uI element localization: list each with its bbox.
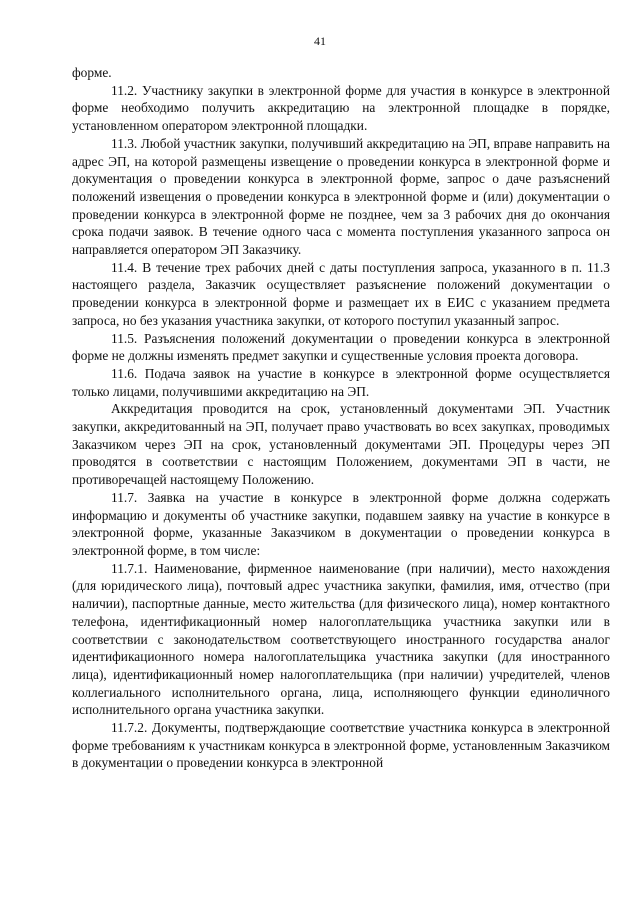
document-body (72, 64, 610, 772)
paragraph-continuation: форме. (72, 65, 112, 80)
paragraph-11-3: 11.3. Любой участник закупки, получивший аккредитацию на ЭП, вправе направить на адрес ЭП, на которой размещены извещение о проведении конкурса в электронной форме и документация о проведении конкурса в электронной форме, запрос о даче разъяснений положений извещения о проведении конкурса в электронной форме и (или) документации о проведении конкурса в электронной форме не позднее, чем за 3 рабочих дня до окончания срока подачи заявок. В течение одного часа с момента поступления указанного запроса он направляется оператором ЭП Заказчику. (72, 135, 610, 258)
paragraph-11-6: 11.6. Подача заявок на участие в конкурсе в электронной форме осуществляется только лицами, получившими аккредитацию на ЭП. (72, 365, 610, 399)
paragraph-11-7-1: 11.7.1. Наименование, фирменное наименование (при наличии), место нахождения (для юридического лица), почтовый адрес участника закупки, фамилия, имя, отчество (при наличии), паспортные данные, место жительства (для физического лица), номер контактного телефона, идентификационный номер налогоплательщика участника закупки или в соответствии с законодательством соответствующего иностранного государства аналог идентификационного номера налогоплательщика участника закупки (для иностранного лица), идентификационный номер налогоплательщика (при наличии) учредителей, членов коллегиального исполнительного органа, лица, исполняющего функции единоличного исполнительного органа участника закупки. (72, 560, 610, 718)
paragraph-11-5: 11.5. Разъяснения положений документации о проведении конкурса в электронной форме не должны изменять предмет закупки и существенные условия проекта договора. (72, 330, 610, 364)
paragraph-11-4: 11.4. В течение трех рабочих дней с даты поступления запроса, указанного в п. 11.3 настоящего раздела, Заказчик осуществляет разъяснение положений документации о проведении конкурса в электронной форме и размещает их в ЕИС с указанием предмета запроса, но без указания участника закупки, от которого поступил указанный запрос. (72, 259, 610, 328)
paragraph-11-7-2: 11.7.2. Документы, подтверждающие соответствие участника конкурса в электронной форме требованиям к участникам конкурса в электронной форме, установленным Заказчиком в документации о проведении конкурса в электронной (72, 720, 610, 771)
paragraph-accreditation: Аккредитация проводится на срок, установленный документами ЭП. Участник закупки, аккредитованный на ЭП, получает право участвовать во всех закупках, проводимых Заказчиком через ЭП на срок, установленный документами ЭП. Процедуры через ЭП проводятся в соответствии с настоящим Положением, документами ЭП в части, не противоречащей настоящему Положению. (72, 401, 610, 488)
paragraph-11-2: 11.2. Участнику закупки в электронной форме для участия в конкурсе в электронной форме необходимо получить аккредитацию на электронной площадке в порядке, установленном оператором электронной площадки. (72, 82, 610, 134)
paragraph-11-7: 11.7. Заявка на участие в конкурсе в электронной форме должна содержать информацию и документы об участнике закупки, подавшем заявку на участие в конкурсе в электронной форме, указанные Заказчиком в документации о проведении конкурса в электронной форме, в том числе: (72, 489, 610, 558)
page-number: 41 (314, 34, 326, 48)
